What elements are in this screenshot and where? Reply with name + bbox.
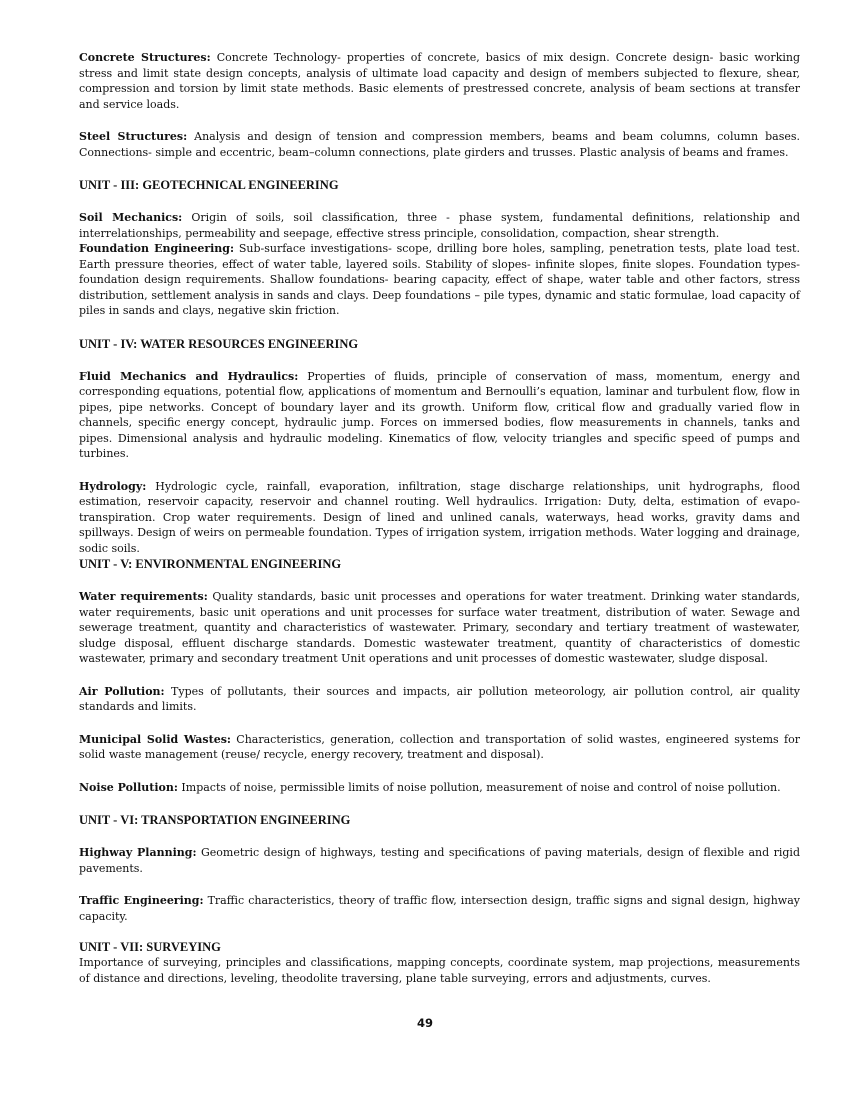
page-number: 49 [416, 1016, 433, 1030]
traffic-engineering-paragraph [79, 893, 800, 924]
air-pollution-paragraph [79, 684, 800, 715]
municipal-solid-wastes-text: Characteristics, generation, collection and transportation of solid wastes, engineered systems for solid waste management (reuse/ recycle, energy recovery, treatment and disposal). [79, 732, 800, 761]
unit-4-heading: UNIT - IV: WATER RESOURCES ENGINEERING [79, 336, 359, 351]
air-pollution-text: Types of pollutants, their sources and impacts, air pollution meteorology, air pollution control, air quality standards and limits. [79, 684, 800, 713]
highway-planning-term: Highway Planning: [79, 846, 197, 859]
water-requirements-paragraph [79, 589, 800, 667]
noise-pollution-term: Noise Pollution: [79, 780, 178, 794]
unit-7-heading: UNIT - VII: SURVEYING [79, 940, 221, 954]
soil-mechanics-paragraph [79, 210, 800, 241]
fluid-mechanics-term: Fluid Mechanics and Hydraulics: [79, 369, 299, 383]
municipal-solid-wastes-paragraph [79, 732, 800, 763]
document-page [79, 50, 800, 986]
municipal-solid-wastes-term: Municipal Solid Wastes: [79, 732, 231, 746]
fluid-mechanics-paragraph [79, 369, 800, 462]
foundation-engineering-text: Sub-surface investigations- scope, drilling bore holes, sampling, penetration tests, plate load test. Earth pressure theories, effect of water table, layered soils. Stability of slopes- infinite slopes, finite slopes. Foundation types- foundation design requirements. Shallow foundations- bearing capacity, effect of shape, water table and other factors, stress distribution, settlement analysis in sands and clays. Deep foundations – pile types, dynamic and static formulae, load capacity of piles in sands and clays, negative skin friction. [79, 242, 800, 317]
steel-structures-text: Analysis and design of tension and compression members, beams and beam columns, column bases. Connections- simple and eccentric, beam–column connections, plate girders and trusses. Plastic analysis of beams and frames. [79, 130, 801, 159]
concrete-structures-term: Concrete Structures: [79, 51, 211, 64]
foundation-engineering-paragraph [79, 241, 800, 319]
unit-5-heading: UNIT - V: ENVIRONMENTAL ENGINEERING [79, 557, 342, 571]
water-requirements-text: Quality standards, basic unit processes and operations for water treatment. Drinking water standards, water requirements, basic unit operations and unit processes for surface water treatment, distribution of water. Sewage and sewerage treatment, quantity and characteristics of wastewater. Primary, secondary and tertiary treatment of wastewater, sludge disposal, effluent discharge standards. Domestic wastewater treatment, quantity of characteristics of domestic wastewater, primary and secondary treatment Unit operations and unit processes of domestic wastewater, sludge disposal. [79, 590, 800, 665]
steel-structures-term: Steel Structures: [79, 130, 188, 143]
concrete-structures-paragraph [79, 50, 800, 112]
concrete-structures-text: Concrete Technology- properties of concrete, basics of mix design. Concrete design- basic working stress and limit state design concepts, analysis of ultimate load capacity and design of members subjected to flexure, shear, compression and torsion by limit state methods. Basic elements of prestressed concrete, analysis of beam sections at transfer and service loads. [79, 51, 801, 111]
unit-6-heading: UNIT - VI: TRANSPORTATION ENGINEERING [79, 813, 351, 827]
soil-mechanics-term: Soil Mechanics: [79, 211, 183, 224]
air-pollution-term: Air Pollution: [79, 684, 165, 698]
hydrology-text: Hydrologic cycle, rainfall, evaporation, infiltration, stage discharge relationships, unit hydrographs, flood estimation, reservoir capacity, reservoir and channel routing. Well hydraulics. Irrigation: Duty, delta, estimation of evapo-transpiration. Crop water requirements. Design of lined and unlined canals, waterways, head works, gravity dams and spillways. Design of weirs on permeable foundation. Types of irrigation system, irrigation methods. Water logging and drainage, sodic soils. [79, 479, 800, 555]
fluid-mechanics-text: Properties of fluids, principle of conservation of mass, momentum, energy and corresponding equations, potential flow, applications of momentum and Bernoulli’s equation, laminar and turbulent flow, flow in pipes, pipe networks. Concept of boundary layer and its growth. Uniform flow, critical flow and gradually varied flow in channels, specific energy concept, hydraulic jump. Forces on immersed bodies, flow measurements in channels, tanks and pipes. Dimensional analysis and hydraulic modeling. Kinematics of flow, velocity triangles and specific speed of pumps and turbines. [79, 369, 800, 460]
unit-3-heading: UNIT - III: GEOTECHNICAL ENGINEERING [79, 178, 339, 192]
hydrology-term: Hydrology: [79, 479, 147, 493]
highway-planning-paragraph [79, 845, 800, 876]
foundation-engineering-term: Foundation Engineering: [79, 242, 235, 255]
soil-mechanics-text: Origin of soils, soil classification, three - phase system, fundamental definitions, relationship and interrelationships, permeability and seepage, effective stress principle, consolidation, compaction, shear strength. [79, 211, 801, 240]
traffic-engineering-term: Traffic Engineering: [79, 894, 204, 907]
water-requirements-term: Water requirements: [79, 590, 208, 603]
hydrology-paragraph [79, 479, 800, 557]
highway-planning-text: Geometric design of highways, testing and specifications of paving materials, design of flexible and rigid pavements. [79, 846, 800, 875]
noise-pollution-paragraph [79, 780, 800, 796]
traffic-engineering-text: Traffic characteristics, theory of traffic flow, intersection design, traffic signs and signal design, highway capacity. [79, 894, 800, 923]
noise-pollution-text: Impacts of noise, permissible limits of noise pollution, measurement of noise and control of noise pollution. [177, 780, 781, 794]
surveying-paragraph: Importance of surveying, principles and classifications, mapping concepts, coordinate system, map projections, measurements of distance and directions, leveling, theodolite traversing, plane table surveying, errors and adjustments, curves. [79, 956, 800, 985]
steel-structures-paragraph [79, 129, 800, 160]
